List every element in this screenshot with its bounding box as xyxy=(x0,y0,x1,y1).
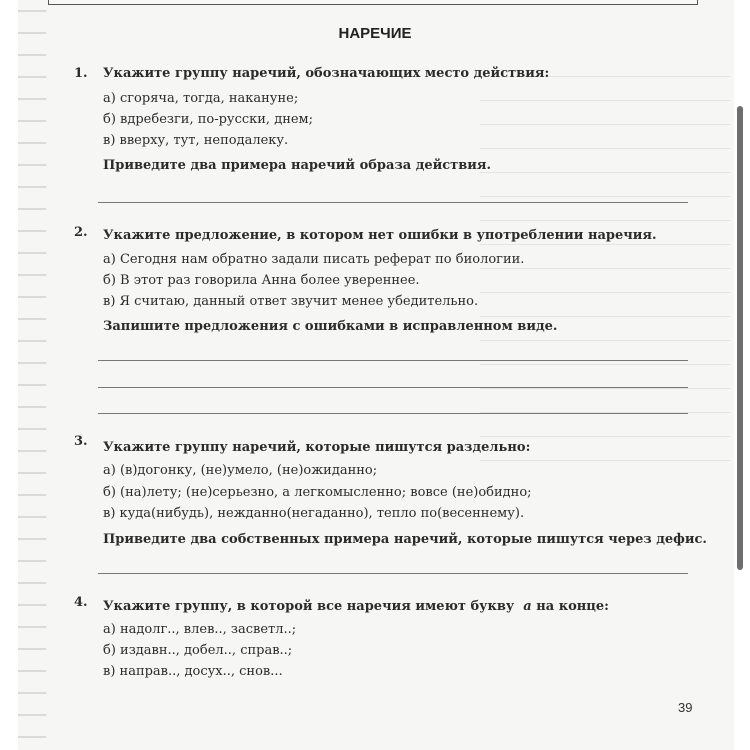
answer-line xyxy=(98,360,688,361)
question-4-letter: а xyxy=(523,599,532,614)
top-frame-box xyxy=(48,0,698,5)
question-1-option-c: в) вверху, тут, неподалеку. xyxy=(103,133,289,148)
question-3-option-c: в) куда(нибудь), нежданно(негаданно), тепло по(весеннему). xyxy=(103,506,525,521)
answer-line xyxy=(98,413,688,414)
question-1-number: 1. xyxy=(74,66,88,81)
question-2-option-b: б) В этот раз говорила Анна более увереннее. xyxy=(103,273,420,288)
question-4-text xyxy=(103,599,609,614)
answer-line xyxy=(98,387,688,388)
question-2-number: 2. xyxy=(74,225,88,240)
question-4-option-b: б) издавн.., добел.., справ..; xyxy=(103,643,293,658)
page-number: 39 xyxy=(678,700,693,715)
answer-line xyxy=(98,202,688,203)
question-2-text: Укажите предложение, в котором нет ошибки в употреблении наречия. xyxy=(103,228,657,243)
question-1-text: Укажите группу наречий, обозначающих место действия: xyxy=(103,66,550,81)
question-2-option-a: а) Сегодня нам обратно задали писать реферат по биологии. xyxy=(103,252,525,267)
question-4-text-before: Укажите группу, в которой все наречия имеют букву xyxy=(103,599,515,614)
question-2-option-c: в) Я считаю, данный ответ звучит менее убедительно. xyxy=(103,294,479,309)
question-3-text: Укажите группу наречий, которые пишутся раздельно: xyxy=(103,440,531,455)
question-2-instruction: Запишите предложения с ошибками в исправленном виде. xyxy=(103,319,558,334)
question-4-text-after: на конце: xyxy=(536,599,609,614)
page-binding-edge xyxy=(18,0,46,750)
question-1-option-a: а) сгоряча, тогда, накануне; xyxy=(103,91,299,106)
bleed-through-text xyxy=(480,60,730,480)
question-3-option-b: б) (на)лету; (не)серьезно, а легкомысленно; вовсе (не)обидно; xyxy=(103,485,532,500)
question-1-instruction: Приведите два примера наречий образа действия. xyxy=(103,158,492,173)
scrollbar[interactable] xyxy=(737,106,743,570)
question-4-option-a: а) надолг.., влев.., засветл..; xyxy=(103,622,297,637)
question-3-instruction: Приведите два собственных примера наречий, которые пишутся через дефис. xyxy=(103,532,707,547)
page-title: НАРЕЧИЕ xyxy=(338,25,412,42)
answer-line xyxy=(98,573,688,574)
question-3-number: 3. xyxy=(74,434,88,449)
question-4-option-c: в) направ.., досух.., снов... xyxy=(103,664,283,679)
question-3-option-a: а) (в)догонку, (не)умело, (не)ожиданно; xyxy=(103,463,378,478)
question-4-number: 4. xyxy=(74,595,88,610)
question-1-option-b: б) вдребезги, по-русски, днем; xyxy=(103,112,314,127)
